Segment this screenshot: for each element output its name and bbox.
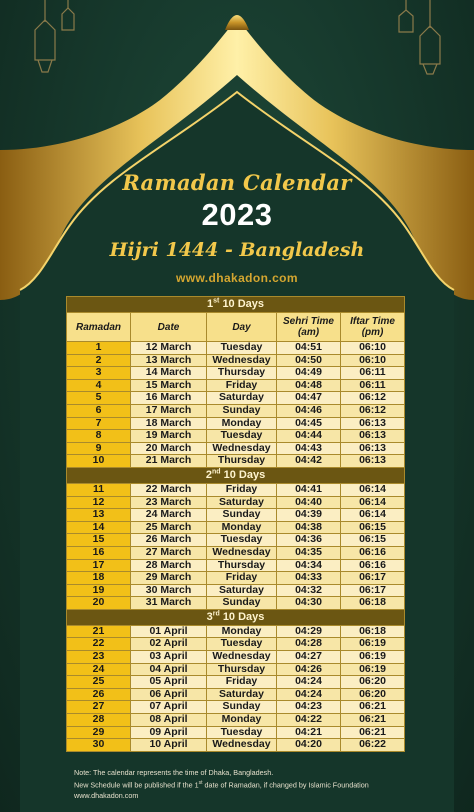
cell-sehri: 04:41	[277, 483, 341, 496]
column-header-date: Date	[131, 313, 207, 342]
table-row	[67, 651, 405, 664]
table-row	[67, 546, 405, 559]
cell-iftar: 06:11	[341, 367, 405, 380]
cell-iftar: 06:12	[341, 392, 405, 405]
cell-day: Monday	[207, 417, 277, 430]
cell-day: Tuesday	[207, 638, 277, 651]
cell-date: 24 March	[131, 509, 207, 522]
cell-iftar: 06:19	[341, 638, 405, 651]
cell-n: 4	[67, 379, 131, 392]
cell-day: Saturday	[207, 496, 277, 509]
cell-date: 13 March	[131, 354, 207, 367]
title-block	[0, 170, 474, 285]
column-header-row	[67, 313, 405, 342]
cell-n: 7	[67, 417, 131, 430]
cell-n: 21	[67, 625, 131, 638]
cell-sehri: 04:29	[277, 625, 341, 638]
lantern-icon	[399, 0, 413, 32]
cell-iftar: 06:14	[341, 509, 405, 522]
table-row	[67, 521, 405, 534]
cell-date: 12 March	[131, 342, 207, 355]
cell-sehri: 04:23	[277, 701, 341, 714]
cell-date: 06 April	[131, 688, 207, 701]
cell-iftar: 06:21	[341, 714, 405, 727]
section-title: 1st 10 Days	[67, 297, 405, 313]
cell-sehri: 04:36	[277, 534, 341, 547]
cell-day: Friday	[207, 379, 277, 392]
table-row	[67, 739, 405, 752]
cell-iftar: 06:13	[341, 455, 405, 468]
cell-n: 3	[67, 367, 131, 380]
cell-sehri: 04:48	[277, 379, 341, 392]
column-header-sehri: Sehri Time (am)	[277, 313, 341, 342]
lantern-icon	[35, 0, 55, 72]
table-row	[67, 379, 405, 392]
section-title: 3rd 10 Days	[67, 609, 405, 625]
cell-day: Friday	[207, 676, 277, 689]
cell-date: 27 March	[131, 546, 207, 559]
table-row	[67, 442, 405, 455]
cell-n: 16	[67, 546, 131, 559]
cell-sehri: 04:43	[277, 442, 341, 455]
cell-day: Sunday	[207, 404, 277, 417]
cell-sehri: 04:49	[277, 367, 341, 380]
cell-n: 25	[67, 676, 131, 689]
cell-date: 18 March	[131, 417, 207, 430]
footer-notes	[74, 767, 474, 801]
cell-sehri: 04:22	[277, 714, 341, 727]
cell-iftar: 06:18	[341, 625, 405, 638]
cell-n: 18	[67, 572, 131, 585]
cell-day: Monday	[207, 625, 277, 638]
cell-sehri: 04:39	[277, 509, 341, 522]
cell-n: 14	[67, 521, 131, 534]
lantern-icon	[62, 0, 74, 30]
cell-date: 17 March	[131, 404, 207, 417]
cell-sehri: 04:34	[277, 559, 341, 572]
table-row	[67, 342, 405, 355]
cell-n: 22	[67, 638, 131, 651]
cell-day: Thursday	[207, 367, 277, 380]
cell-sehri: 04:51	[277, 342, 341, 355]
cell-day: Saturday	[207, 688, 277, 701]
table-row	[67, 726, 405, 739]
cell-day: Wednesday	[207, 442, 277, 455]
cell-iftar: 06:12	[341, 404, 405, 417]
table-row	[67, 392, 405, 405]
cell-n: 15	[67, 534, 131, 547]
cell-iftar: 06:19	[341, 663, 405, 676]
cell-sehri: 04:50	[277, 354, 341, 367]
section-title: 2nd 10 Days	[67, 467, 405, 483]
cell-day: Thursday	[207, 663, 277, 676]
cell-n: 23	[67, 651, 131, 664]
cell-sehri: 04:47	[277, 392, 341, 405]
cell-date: 29 March	[131, 572, 207, 585]
cell-n: 8	[67, 430, 131, 443]
table-row	[67, 559, 405, 572]
cell-date: 23 March	[131, 496, 207, 509]
cell-n: 24	[67, 663, 131, 676]
cell-n: 26	[67, 688, 131, 701]
cell-iftar: 06:21	[341, 701, 405, 714]
table-row	[67, 455, 405, 468]
note-line: Note: The calendar represents the time of Dhaka, Bangladesh.	[74, 768, 274, 777]
cell-n: 19	[67, 584, 131, 597]
cell-n: 9	[67, 442, 131, 455]
section-header	[67, 467, 405, 483]
cell-day: Saturday	[207, 392, 277, 405]
table-row	[67, 509, 405, 522]
cell-day: Wednesday	[207, 354, 277, 367]
cell-day: Saturday	[207, 584, 277, 597]
cell-iftar: 06:14	[341, 496, 405, 509]
cell-date: 14 March	[131, 367, 207, 380]
cell-n: 27	[67, 701, 131, 714]
cell-sehri: 04:32	[277, 584, 341, 597]
cell-iftar: 06:22	[341, 739, 405, 752]
cell-day: Sunday	[207, 597, 277, 610]
cell-day: Tuesday	[207, 534, 277, 547]
cell-sehri: 04:26	[277, 663, 341, 676]
cell-day: Thursday	[207, 559, 277, 572]
table-row	[67, 404, 405, 417]
cell-date: 09 April	[131, 726, 207, 739]
cell-n: 1	[67, 342, 131, 355]
cell-n: 5	[67, 392, 131, 405]
cell-n: 28	[67, 714, 131, 727]
cell-iftar: 06:13	[341, 442, 405, 455]
table-row	[67, 638, 405, 651]
cell-n: 12	[67, 496, 131, 509]
cell-iftar: 06:13	[341, 430, 405, 443]
cell-sehri: 04:20	[277, 739, 341, 752]
table-row	[67, 597, 405, 610]
cell-day: Wednesday	[207, 739, 277, 752]
cell-day: Wednesday	[207, 546, 277, 559]
cell-iftar: 06:17	[341, 584, 405, 597]
cell-date: 25 March	[131, 521, 207, 534]
table-row	[67, 534, 405, 547]
table-row	[67, 572, 405, 585]
cell-n: 11	[67, 483, 131, 496]
year-label: 2023	[201, 197, 273, 232]
cell-sehri: 04:46	[277, 404, 341, 417]
page-title: Ramadan Calendar	[122, 170, 352, 195]
cell-sehri: 04:24	[277, 688, 341, 701]
cell-date: 10 April	[131, 739, 207, 752]
cell-day: Tuesday	[207, 342, 277, 355]
cell-date: 26 March	[131, 534, 207, 547]
table-row	[67, 663, 405, 676]
cell-sehri: 04:38	[277, 521, 341, 534]
cell-date: 30 March	[131, 584, 207, 597]
cell-n: 17	[67, 559, 131, 572]
cell-day: Monday	[207, 521, 277, 534]
column-header-iftar: Iftar Time (pm)	[341, 313, 405, 342]
cell-day: Sunday	[207, 509, 277, 522]
cell-day: Tuesday	[207, 726, 277, 739]
cell-date: 19 March	[131, 430, 207, 443]
cell-date: 20 March	[131, 442, 207, 455]
cell-date: 04 April	[131, 663, 207, 676]
cell-day: Wednesday	[207, 651, 277, 664]
cell-iftar: 06:15	[341, 534, 405, 547]
cell-sehri: 04:40	[277, 496, 341, 509]
cell-sehri: 04:24	[277, 676, 341, 689]
cell-date: 22 March	[131, 483, 207, 496]
table-row	[67, 688, 405, 701]
cell-n: 2	[67, 354, 131, 367]
cell-sehri: 04:27	[277, 651, 341, 664]
cell-iftar: 06:18	[341, 597, 405, 610]
table-row	[67, 676, 405, 689]
cell-date: 21 March	[131, 455, 207, 468]
cell-n: 6	[67, 404, 131, 417]
cell-sehri: 04:33	[277, 572, 341, 585]
lantern-icon	[420, 0, 440, 74]
cell-day: Tuesday	[207, 430, 277, 443]
cell-n: 10	[67, 455, 131, 468]
table-row	[67, 483, 405, 496]
cell-date: 05 April	[131, 676, 207, 689]
cell-date: 16 March	[131, 392, 207, 405]
cell-day: Friday	[207, 572, 277, 585]
note-line: New Schedule will be published if the 1st date of Ramadan, if changed by Islamic Foundation	[74, 780, 369, 790]
subtitle: Hijri 1444 - Bangladesh	[109, 239, 365, 261]
section-header	[67, 609, 405, 625]
cell-iftar: 06:15	[341, 521, 405, 534]
cell-date: 31 March	[131, 597, 207, 610]
table-row	[67, 701, 405, 714]
table-row	[67, 496, 405, 509]
cell-day: Friday	[207, 483, 277, 496]
cell-date: 07 April	[131, 701, 207, 714]
cell-day: Monday	[207, 714, 277, 727]
column-header-day: Day	[207, 313, 277, 342]
cell-iftar: 06:11	[341, 379, 405, 392]
cell-day: Thursday	[207, 455, 277, 468]
cell-n: 29	[67, 726, 131, 739]
cell-n: 30	[67, 739, 131, 752]
table-row	[67, 430, 405, 443]
table-row	[67, 625, 405, 638]
cell-date: 02 April	[131, 638, 207, 651]
cell-iftar: 06:20	[341, 676, 405, 689]
cell-sehri: 04:42	[277, 455, 341, 468]
dome-tip	[225, 15, 249, 30]
table-row	[67, 584, 405, 597]
cell-sehri: 04:21	[277, 726, 341, 739]
cell-iftar: 06:14	[341, 483, 405, 496]
calendar-table-container	[66, 296, 404, 752]
cell-date: 01 April	[131, 625, 207, 638]
note-website[interactable]: www.dhakadon.com	[74, 791, 139, 801]
table-row	[67, 354, 405, 367]
table-row	[67, 417, 405, 430]
cell-iftar: 06:16	[341, 546, 405, 559]
cell-date: 15 March	[131, 379, 207, 392]
cell-sehri: 04:35	[277, 546, 341, 559]
cell-sehri: 04:30	[277, 597, 341, 610]
table-row	[67, 367, 405, 380]
cell-iftar: 06:10	[341, 354, 405, 367]
cell-n: 20	[67, 597, 131, 610]
cell-sehri: 04:44	[277, 430, 341, 443]
cell-iftar: 06:20	[341, 688, 405, 701]
cell-n: 13	[67, 509, 131, 522]
cell-iftar: 06:10	[341, 342, 405, 355]
calendar-table	[66, 296, 405, 752]
section-header	[67, 297, 405, 313]
cell-date: 28 March	[131, 559, 207, 572]
website-link[interactable]: www.dhakadon.com	[176, 271, 298, 285]
cell-date: 03 April	[131, 651, 207, 664]
cell-sehri: 04:28	[277, 638, 341, 651]
cell-iftar: 06:16	[341, 559, 405, 572]
cell-iftar: 06:17	[341, 572, 405, 585]
table-row	[67, 714, 405, 727]
cell-iftar: 06:13	[341, 417, 405, 430]
cell-iftar: 06:19	[341, 651, 405, 664]
cell-date: 08 April	[131, 714, 207, 727]
column-header-ramadan: Ramadan	[67, 313, 131, 342]
cell-iftar: 06:21	[341, 726, 405, 739]
cell-day: Sunday	[207, 701, 277, 714]
cell-sehri: 04:45	[277, 417, 341, 430]
